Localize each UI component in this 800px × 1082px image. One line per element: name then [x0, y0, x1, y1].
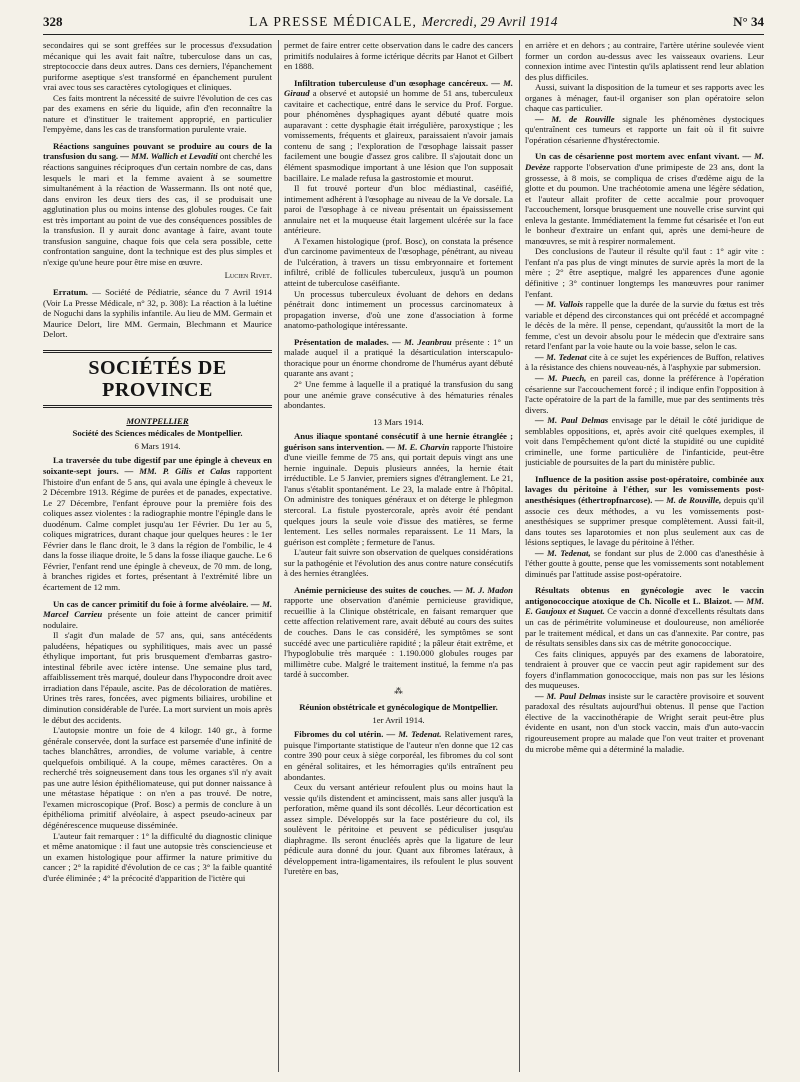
paragraph: permet de faire entrer cette observation dans le cadre des cancers primitifs nodulaires à forme ictérique décrits par Hanot et Gilbert en 1888. [284, 40, 513, 72]
paragraph: Ces faits cliniques, appuyés par des examens de laboratoire, tendraient à prouver que ce vaccin peut agir rapidement sur des foyers d'inflammation gonococcique, mais non pas sur les lésions des muqueuses. [525, 648, 764, 691]
paragraph: 2° Une femme à laquelle il a pratiqué la transfusion du sang pour une anémie grave consécutive à des hématuries rénales abondantes. [284, 378, 513, 411]
article-cesarienne [525, 151, 764, 246]
signature: Lucien Rivet. [224, 270, 272, 281]
paragraph [525, 415, 764, 468]
erratum-text: — Société de Pédiatrie, séance du 7 Avril 1914 (Voir La Presse Médicale, n° 32, p. 308): La réaction à la luétine de Noguchi dans la syphilis infantile. Au lieu de MM. Germain et Maurice Delort, lire MM. Germain, Blechmann et Maurice Delort. [43, 287, 272, 340]
society-heading: Réunion obstétricale et gynécologique de Montpellier. [299, 702, 498, 713]
paragraph: Ces faits montrent la nécessité de suivre l'évolution de ces cas par des examens en série du liquide, afin d'en reconnaître la nature et d'instituer le traitement approprié, en particulier l'empyème, dans les cas de transformation purulente vraie. [43, 92, 272, 135]
article-authors: — M. Tedenat, [535, 547, 591, 558]
erratum-label: Erratum. [53, 287, 88, 298]
article-title: Infiltration tuberculeuse d'un œsophage cancéreux. [294, 77, 489, 88]
article-title: Fibromes du col utérin. [294, 729, 384, 740]
article-cancer-foie [43, 599, 272, 631]
paragraph: Des conclusions de l'auteur il résulte qu'il faut : 1° agir vite : l'enfant n'a pas plus de vingt minutes de survie après la mort de la mère ; 2° être aseptique, malgré les apparences d'une agonie définitive ; 3° continuer longtemps les manœuvres pour ranimer l'enfant. [525, 246, 764, 299]
paragraph [525, 299, 764, 352]
paragraph: en arrière et en dehors ; au contraire, l'artère utérine soulevée vient former un cordon au-dessus avec les vaisseaux ovariens. Leur connexion intime avec l'intestin qu'ils aplatissent rend leur ablation des plus difficiles. [525, 40, 764, 82]
article-text: insiste sur le caractère provisoire et souvent paradoxal des résultats aujourd'hui obtenus. Il pense que l'action élective de la vaccinothérapie de Wright serait peut-être plus évidente en usant, non d'un stock vaccin, mais d'un auto-vaccin rigoureusement propre au malade que l'on veut traiter et provenant du microbe même qui a déterminé la maladie. [525, 690, 764, 754]
journal-name: LA PRESSE MÉDICALE, [249, 14, 418, 29]
article-title: Un cas de césarienne post mortem avec enfant vivant. [535, 151, 740, 162]
article-authors: — MM. P. Gilis et Calas [124, 465, 231, 476]
article-text: a observé et autopsié un homme de 51 ans, tuberculeux cavitaire et cachectique, entré dans le service du Prof. Forgue. pour phénomènes dysphagiques ayant débuté quatre mois auparavant : cette dysphagie était irrégulière, paroxystique ; les vomissements, fréquents et glaireux, paraissaient n'avoir jamais contenu de sang ; l'exploration de l'œsophage laissait passer facilement une bougie d'assez gros calibre. Il s'ajoutait donc un élément spasmodique important à une lésion que l'on supposait bacillaire. Le malade refusa la gastrostomie et mourut. [284, 88, 513, 183]
article-authors: — M. Marcel Carrieu [43, 598, 272, 620]
column-divider [278, 40, 279, 1072]
article-authors: — MM. Wallich et Levaditi [120, 151, 218, 162]
column-2 [284, 40, 513, 1072]
article-text: rapporte une observation d'anémie pernicieuse gravidique, recueillie à la Clinique obstétricale, en faisant remarquer que cette affection relativement rare, avait débuté au cours des suites de couches. Dans le cas considéré, les symptômes se sont succédé avec une particulière rapidité ; la pâleur était extrême, et l'hypoglobulie très marquée : 1.190.000 globules rouges par millimètre cube. Malgré le traitement institué, la femme n'a pas tardé à succomber. [284, 595, 513, 680]
paragraph: A l'examen histologique (prof. Bosc), on constata la présence d'un carcinome pavimenteux de l'œsophage, pénétrant, au niveau de l'ulcération, à travers un tissu embryonnaire et fortement infiltré, criblé de follicules tuberculeux, jusqu'à un poumon atteint de tuberculose caséifiante. [284, 235, 513, 289]
issue-number: N° 34 [733, 14, 764, 29]
article-title: Anémie pernicieuse des suites de couches. [294, 584, 452, 595]
article-text: depuis qu'il associe ces deux méthodes, a vu les vomissements post-anesthésiques se supprimer presque complètement. Aussi fait-il, dans toutes ses laparotomies et non plus seulement aux cas de lésions septiques, le lavage du péritoine à l'éther. [525, 494, 764, 548]
paragraph: L'autopsie montre un foie de 4 kilogr. 140 gr., à forme générale conservée, dont la surface est parsemée d'une infinité de taches blanchâtres, arrondies, de volume variable, à centre quelquefois ombiliqué. A la coupe, mêmes caractères. On a recherché très soigneusement dans tous les organes s'il n'y avait pas une autre lésion épithéliomateuse, qui put donner naissance à une métastase hépatique : on n'en a pas trouvé. De notre, l'examen microscopique (Prof. Bosc) a permis de conclure à un épithélioma primitif alvéolaire, à aspect pseudo-acineux par dégénérescence muqueuse disséminée. [43, 725, 272, 830]
article-text: rapporte l'histoire d'une vieille femme de 75 ans, qui portait depuis vingt ans une hernie inguinale. Depuis plusieurs années, la hernie était irréductible. Le 5 Janvier, premiers signes d'étranglement. Le 21, l'anus s'établit spontanément. Le 23, la malade entre à l'hôpital. On administre des toniques généraux et on déterge le phlegmon stercoral. La fistule pyostercorale, après avoir été pendant quelques jours la seule voie d'issue des matières, se ferme lentement. Les selles normales reparaissent. Le 11 Mars, la guérison est complète ; fermeture de l'anus. [284, 441, 513, 547]
column-1 [43, 40, 272, 1072]
article-authors: — M. Paul Delmas [535, 690, 606, 701]
article-authors: — M. Tedenat. [386, 729, 442, 740]
article-title: Un cas de cancer primitif du foie à forme alvéolaire. [53, 598, 249, 609]
article-text: envisage par le détail le côté juridique de semblables oppositions, et, après avoir cité quelques exemples, il voit dans l'empêchement qu'ont dicté la stupidité ou une cupidité criminelle, une forme particulière de l'infanticide, peut-être justiciable de poursuites de la part du ministère public. [525, 415, 764, 468]
article-text: en pareil cas, donne la préférence à l'opération césarienne sur l'accouchement forcé ; il indique enfin l'opposition à l'acte opératoire de la part de la famille, mue par des sentiments très divers. [525, 372, 764, 415]
article-text: Ce vaccin a donné d'excellents résultats dans un cas de périmétrite volumineuse et douloureuse, non améliorée par le traitement médical, et dans un cas d'annexite. Par contre, pas de résultats sensibles dans six cas de métrite gonococcique. [525, 606, 764, 649]
article-title: Résultats obtenus en gynécologie avec le vaccin antigonococcique atoxique de Ch. Nicolle et L. Blaizot. [525, 585, 764, 606]
paragraph [525, 114, 764, 146]
article-authors: — M. Giraud [284, 77, 513, 99]
article-authors: — M. Tedenat [535, 351, 587, 362]
article-title: La traversée du tube digestif par une épingle à cheveux en soixante-sept jours. [43, 455, 272, 476]
article-fibromes [284, 729, 513, 782]
erratum [43, 287, 272, 340]
article-text: rapporte l'observation d'une primipeste de 23 ans, dont la grossesse, à 8 mois, se compliqua de crises d'œdème aigu de la glotte et du poumon. Une trachéotomie amena une légère sédation, et l'auteur allait profiter de cette accalmie pour provoquer l'accouchement, lorsque brusquement une nouvelle crise survint qui enleva la gestante. Immédiatement la femme fut césarisée et l'on eut le bonheur d'extraire un enfant qui, après une demi-heure de manœuvres, se mit à respirer normalement. [525, 162, 764, 246]
paragraph: Il fut trouvé porteur d'un bloc médiastinal, caséifié, intimement adhérent à l'œsophage au niveau de la Ve dorsale. La paroi de l'œsophage à ce niveau présentait un épaississement annulaire net et la muqueuse était largement ulcérée sur la face antérieure. [284, 183, 513, 236]
article-authors: — M. Jeanbrau [392, 336, 452, 347]
paragraph: secondaires qui se sont greffées sur le processus d'exsudation mécanique qui les avait fait naître, tuberculose dans un cas, streptococcie dans deux autres. Dans ces derniers, l'épanchement puriforme aseptique s'est transformé en épanchement purulent vrai avec tous ses caractères cytologiques et cliniques. [43, 40, 272, 93]
article-authors: — MM. E. Gaujoux et Suquet. [525, 595, 764, 617]
city-heading: MONTPELLIER [126, 415, 189, 426]
article-authors: — M. Puech, [535, 372, 587, 383]
journal-title [43, 14, 764, 30]
article-authors: — M. E. Charvin [386, 441, 450, 452]
article-presentation-malades [284, 337, 513, 379]
paragraph: Un processus tuberculeux évoluant de dehors en dedans pénétrait donc intimement un processus carcinomateux à propagation inverse, d'où une zone d'association à forme anatomo-pathologique intéressante. [284, 288, 513, 331]
article-position-assise [525, 474, 764, 548]
article-text: cite à ce sujet les expériences de Buffon, relatives à la résistance des chiens nouveau-nés, à l'asphyxie par submersion. [525, 351, 764, 373]
paragraph: L'auteur fait remarquer : 1° la difficulté du diagnostic clinique et même anatomique : il faut une autopsie très consciencieuse et un examen histologique pour affirmer la nature primitive du cancer ; 2° la rapidité d'évolution de ce cas ; 3° la faible quantité d'urée éliminée ; 4° la précocité d'apparition de l'ictère qui [43, 830, 272, 883]
article-authors: — M. Devèze [525, 151, 764, 173]
column-3 [525, 40, 764, 1072]
paragraph: L'auteur fait suivre son observation de quelques considérations sur la pathogénie et l'évolution des anus contre nature consécutifs à des hernies étranglées. [284, 547, 513, 579]
session-date: 6 Mars 1914. [134, 440, 181, 451]
section-ornament: ⁂ [394, 685, 403, 696]
paragraph [525, 691, 764, 754]
paragraph: Aussi, suivant la disposition de la tumeur et ses rapports avec les organes à ménager, faut-il organiser son plan opératoire selon chaque cas particulier. [525, 82, 764, 114]
article-anemie [284, 585, 513, 680]
article-epingle [43, 455, 272, 592]
article-text: Relativement rares, puisque l'importante statistique de l'auteur n'en donne que 12 cas contre 390 pour ceux à siège corporéal, les fibromes du col sont en général solitaires, et les hémorragies qu'ils entraînent peu abondantes. [284, 729, 513, 782]
paragraph [525, 373, 764, 415]
article-reactions-sanguines [43, 141, 272, 268]
article-authors: — M. de Rouville [535, 113, 615, 124]
article-authors: — M. Vallois [535, 299, 583, 310]
page-number: 328 [43, 14, 63, 29]
column-divider [519, 40, 520, 1072]
article-text: signale les phénomènes dystociques qu'entraînent ces tumeurs et rapporte un fait où il fit suivre l'opération césarienne d'hystérectomie. [525, 113, 764, 145]
page-header [43, 12, 764, 35]
article-authors: — M. J. Madon [453, 584, 513, 595]
article-text: se fondant sur plus de 2.000 cas d'anesthésie à l'éther goutte à goutte, pense que les vomissements sont notablement diminués par l'attitude assise post-opératoire. [525, 547, 764, 579]
article-text: présente un foie atteint de cancer primitif nodulaire. [43, 609, 272, 630]
paragraph: Il s'agit d'un malade de 57 ans, qui, sans antécédents paludéens, hépatiques ou syphilitiques, mais avec un passé éthylique important, fut pris brusquement d'embarras gastro-intestinal fébrile avec ictère intense. Une semaine plus tard, affaiblissement très marqué, douleur dans l'hypocondre droit avec irradiation dans l'épaule, ascite. Pas de décoloration de matières. Urines très rares, foncées, avec pigments biliaires, urobiline et diminution considérable de l'urée. La mort survient un mois après le début des accidents. [43, 630, 272, 725]
article-anus-iliaque [284, 431, 513, 547]
section-heading: SOCIÉTÉS DE PROVINCE [43, 350, 272, 408]
article-text: rappelle que la durée de la survie du fœtus est très variable et dépend des circonstances qui ont précédé et accompagné le décès de la mère. Il pense, cependant, qu'aussitôt la mort de la femme, c'est un devoir absolu pour le médecin que d'extraire sans retard l'enfant par la voie haute ou la voie basse, selon le cas. [525, 299, 764, 352]
paragraph [525, 548, 764, 580]
issue-date: Mercredi, 29 Avril 1914 [421, 14, 558, 29]
society-heading: Société des Sciences médicales de Montpellier. [72, 428, 243, 439]
article-title: Réactions sanguines pouvant se produire au cours de la transfusion du sang. [43, 140, 272, 162]
article-oesophage [284, 78, 513, 183]
article-title: Influence de la position assise post-opératoire, combinée aux lavages du péritoine à l'éther, sur les vomissements post-anesthésiques (éthertropfnarcose). [525, 473, 764, 505]
article-vaccin [525, 585, 764, 648]
article-authors: — M. de Rouville, [654, 494, 722, 505]
paragraph: Ceux du versant antérieur refoulent plus ou moins haut la vessie qu'ils distendent et amincissent, mais sans aller jusqu'à la perforation, même quand ils sont décollés. Leur décortication est assez simple. Développés sur la face postérieure du col, ils soulèvent le péritoine et peuvent se pédiculiser jusqu'au diaphragme. Ils seront énucléés après que la ligature de leur pédicule aura donné du jour. Quant aux fibromes latéraux, à développement intra-ligamentaires, ils refoulent le plus souvent l'uretère en bas, [284, 782, 513, 877]
session-date: 13 Mars 1914. [373, 416, 424, 427]
article-title: Anus iliaque spontané consécutif à une hernie étranglée ; guérison sans intervention. [284, 431, 513, 452]
article-title: Présentation de malades. [294, 336, 389, 347]
article-authors: — M. Paul Delmas [535, 415, 609, 426]
article-text: ont cherché les réactions sanguines réciproques d'un certain nombre de cas, dans lesquels le mari et la femme avaient à se soumettre simultanément à la réaction de Wassermann. Ils ont noté que, dans environ les deux tiers des cas, il se produisait une agglutination plus ou moins intense des globules rouges. Ce fait est très important au point de vue des conséquences possibles de la transfusion. Il y aurait donc avantage à faire, avant toute transfusion sanguine, chaque fois que cela sera possible, cette confrontation sanguine, dont la technique est des plus simples et n'exige qu'une heure pour être mise en œuvre. [43, 151, 272, 267]
article-text: rapportent l'histoire d'un enfant de 5 ans, qui avala une épingle à cheveux le 2 Décembre 1913. Régime de purées et de panades, expectative. Le 27 Décembre, l'enfant éprouve pour la première fois des coliques assez violentes : la radiographie montre l'épingle dans le duodénum. Calme complet jusqu'au 1er Février. Du 1er au 5, coliques migratrices, durant chaque jour quelques heures : le 1er Février dans le flanc droit, le 3 dans la région de l'ombilic, le 4 dans la fosse iliaque droite, le 5 dans la fosse iliaque gauche. Le 6 Février, l'enfant rend une épingle à cheveux, de 70 mm. de long, à branches rigides et fortes, présentant à l'extrémité libre un écartement de 12 mm. [43, 465, 272, 592]
session-date: 1er Avril 1914. [372, 714, 425, 725]
article-text: présente : 1° un malade auquel il a pratiqué la désarticulation interscapulo-thoracique pour un énorme chondrome de l'humérus ayant débuté quarante ans avant ; [284, 336, 513, 379]
paragraph [525, 352, 764, 373]
